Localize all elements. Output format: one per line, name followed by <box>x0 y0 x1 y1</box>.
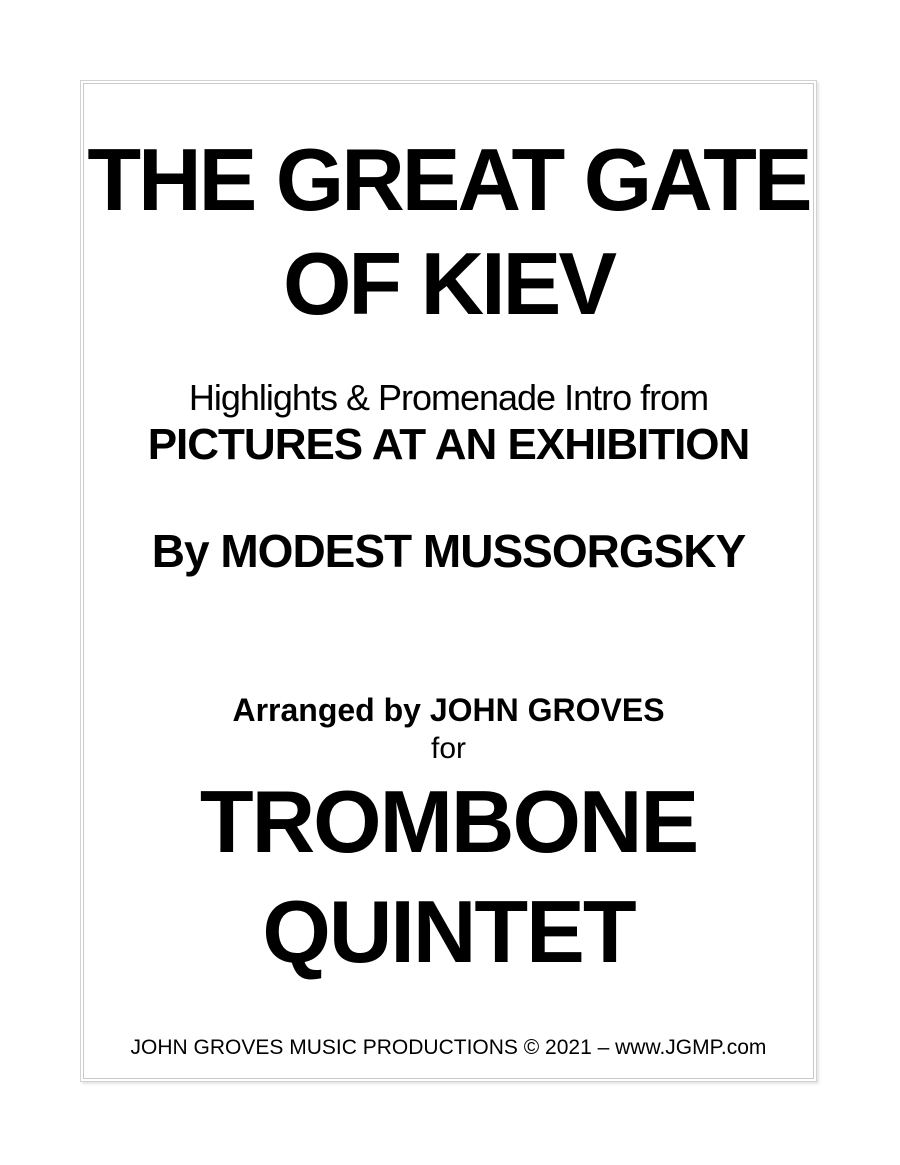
piece-title-line1: THE GREAT GATE <box>87 130 810 229</box>
piece-title <box>84 128 813 336</box>
source-work-title: PICTURES AT AN EXHIBITION <box>147 419 750 469</box>
subtitle-description: Highlights & Promenade Intro from <box>188 376 709 418</box>
for-label: for <box>430 732 466 766</box>
ensemble-line1: TROMBONE <box>199 772 698 872</box>
publisher-copyright-footer: JOHN GROVES MUSIC PRODUCTIONS © 2021 – www.JGMP.com <box>130 1035 767 1059</box>
composer-credit: By MODEST MUSSORGSKY <box>151 524 746 577</box>
ensemble-title <box>84 767 813 987</box>
piece-title-line2: OF KIEV <box>282 233 615 333</box>
ensemble-line2: QUINTET <box>262 882 635 982</box>
page-border-frame <box>83 83 814 1079</box>
arranger-credit: Arranged by JOHN GROVES <box>232 691 665 728</box>
